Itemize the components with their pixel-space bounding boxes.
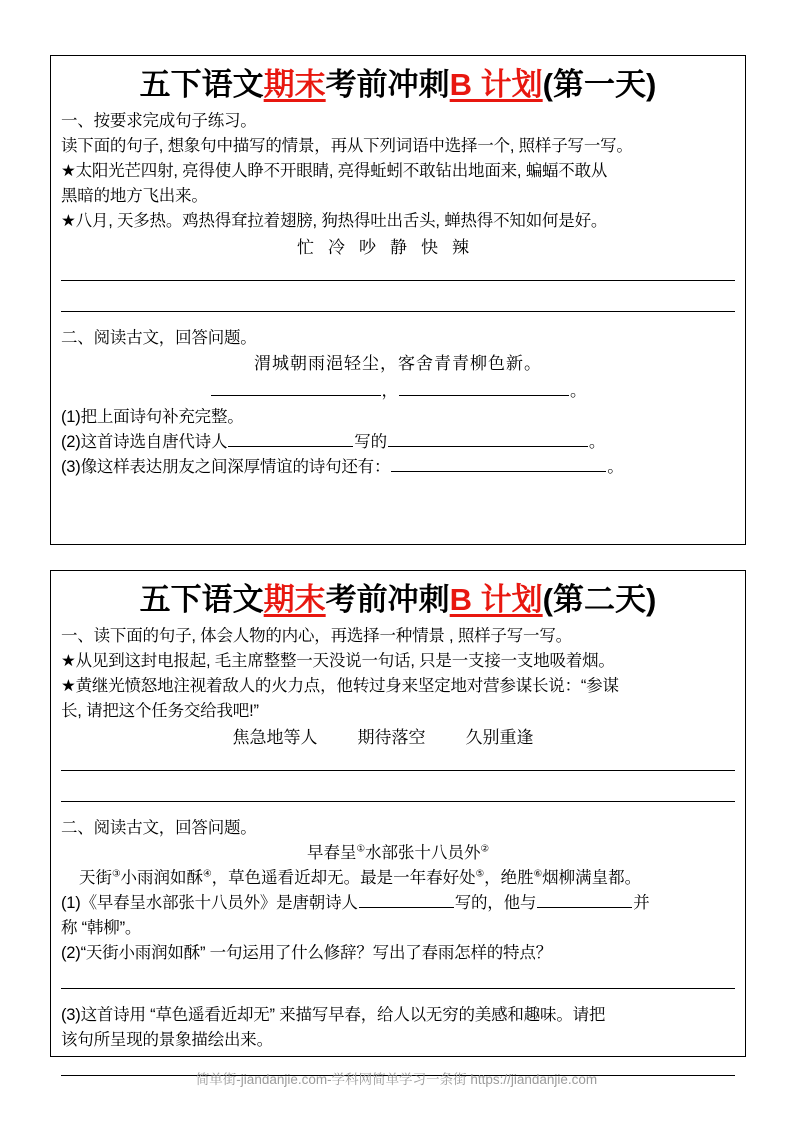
example-sentence-line: 长, 请把这个任务交给我吧!” xyxy=(61,701,259,720)
word-choice-option[interactable]: 忙 xyxy=(297,237,314,257)
spacer xyxy=(61,752,735,770)
spacer xyxy=(61,281,735,311)
spacer xyxy=(61,989,735,1003)
question-text-mid: 写的，他与 xyxy=(454,893,537,912)
example-sentence-line: ★从见到这封电报起, 毛主席整整一天没说一句话, 只是一支接一支地吸着烟。 xyxy=(61,651,615,670)
section-one-heading: 一、读下面的句子, 体会人物的内心，再选择一种情景 , 照样子写一写。 xyxy=(61,626,572,645)
word-choice-row xyxy=(61,724,735,752)
word-choice-option[interactable]: 冷 xyxy=(328,237,345,257)
worksheet-card-day-two xyxy=(50,570,746,1057)
card-two-title xyxy=(61,581,735,620)
spacer xyxy=(61,312,735,326)
section-two-heading: 二、阅读古文，回答问题。 xyxy=(61,328,257,347)
question-text-post: 。 xyxy=(588,432,606,451)
word-choice-option[interactable]: 焦急地等人 xyxy=(232,727,318,747)
question-number: (3) xyxy=(61,1005,81,1024)
question-item-2 xyxy=(61,430,735,455)
question-text-post: 。 xyxy=(607,457,624,476)
title-part-plan-b: B 计划 xyxy=(449,582,543,617)
word-choice-option[interactable]: 期待落空 xyxy=(357,727,426,747)
spacer xyxy=(61,966,735,988)
answer-blank[interactable] xyxy=(391,455,606,472)
poem-blank-second[interactable] xyxy=(399,379,569,396)
footnote-marker-5: ⑤ xyxy=(475,868,485,880)
card-one-title xyxy=(61,66,735,105)
question-item-1 xyxy=(61,405,735,430)
title-part-sprint: 考前冲刺 xyxy=(325,67,450,102)
question-text: 这首诗用 “草色遥看近却无” 来描写早春，给人以无穷的美感和趣味。请把 xyxy=(80,1005,606,1024)
poem-fill-comma: ， xyxy=(381,381,398,400)
title-part-day: (第二天) xyxy=(542,582,657,617)
question-item-3-continuation: 该句所呈现的景象描绘出来。 xyxy=(61,1030,273,1049)
question-text: 把上面诗句补充完整。 xyxy=(80,407,244,426)
word-choice-option[interactable]: 辣 xyxy=(452,237,469,257)
section-two-heading: 二、阅读古文，回答问题。 xyxy=(61,818,257,837)
question-text-post: 并 xyxy=(633,893,650,912)
poem-body: 天街③小雨润如酥④，草色遥看近却无。最是一年春好处⑤，绝胜⑥烟柳满皇都。 xyxy=(79,868,642,887)
poem-title: 早春呈①水部张十八员外② xyxy=(306,843,490,862)
question-text-pre: 像这样表达朋友之间深厚情谊的诗句还有： xyxy=(80,457,391,476)
question-number: (3) xyxy=(61,457,81,476)
question-text-pre: 《早春呈水部张十八员外》是唐朝诗人 xyxy=(80,893,358,912)
section-one-heading: 一、按要求完成句子练习。 xyxy=(61,111,257,130)
footnote-marker-3: ③ xyxy=(112,868,121,880)
title-part-final-exam: 期末 xyxy=(263,67,326,102)
footer-watermark: 简单街-jiandanjie.com-学科网简单学习一条街 https://jiandanjie.com xyxy=(195,1072,598,1087)
title-part-day: (第一天) xyxy=(542,67,657,102)
question-item-1 xyxy=(61,891,735,916)
question-number: (1) xyxy=(61,407,81,426)
poem-fill-in-row xyxy=(61,377,735,405)
title-part-subject: 五下语文 xyxy=(139,582,264,617)
title-part-sprint: 考前冲刺 xyxy=(325,582,450,617)
footnote-marker-4: ④ xyxy=(203,868,212,880)
word-choice-option[interactable]: 久别重逢 xyxy=(465,727,534,747)
title-part-subject: 五下语文 xyxy=(139,67,264,102)
answer-blank[interactable] xyxy=(359,891,454,908)
answer-blank[interactable] xyxy=(537,891,632,908)
question-item-3 xyxy=(61,455,735,480)
example-sentence-line: ★太阳光芒四射, 亮得使人睁不开眼睛, 亮得蚯蚓不敢钻出地面来, 蝙蝠不敢从 xyxy=(61,161,608,180)
footnote-marker-1: ① xyxy=(356,843,365,855)
section-one-instruction: 读下面的句子, 想象句中描写的情景，再从下列词语中选择一个, 照样子写一写。 xyxy=(61,136,633,155)
word-choice-option[interactable]: 吵 xyxy=(359,237,376,257)
word-choice-row xyxy=(61,234,735,262)
question-item-1-continuation: 称 “韩柳”。 xyxy=(61,918,142,937)
spacer xyxy=(61,771,735,801)
question-item-2 xyxy=(61,941,735,966)
spacer xyxy=(61,802,735,816)
footnote-marker-6: ⑥ xyxy=(533,868,543,880)
poem-excerpt: 渭城朝雨浥轻尘，客舍青青柳色新。 xyxy=(254,353,542,373)
footnote-marker-2: ② xyxy=(480,843,490,855)
answer-blank[interactable] xyxy=(228,430,353,447)
answer-blank[interactable] xyxy=(388,430,588,447)
poem-blank-first[interactable] xyxy=(211,379,381,396)
question-text: “天街小雨润如酥” 一句运用了什么修辞？写出了春雨怎样的特点？ xyxy=(80,943,552,962)
word-choice-option[interactable]: 静 xyxy=(390,237,407,257)
question-text-mid: 写的 xyxy=(354,432,387,451)
example-sentence-line: ★八月, 天多热。鸡热得耷拉着翅膀, 狗热得吐出舌头, 蝉热得不知如何是好。 xyxy=(61,211,608,230)
question-number: (2) xyxy=(61,943,81,962)
worksheet-card-day-one xyxy=(50,55,746,545)
question-number: (1) xyxy=(61,893,81,912)
question-item-3 xyxy=(61,1003,735,1028)
example-sentence-line: 黑暗的地方飞出来。 xyxy=(61,186,208,205)
question-text-pre: 这首诗选自唐代诗人 xyxy=(80,432,228,451)
title-part-plan-b: B 计划 xyxy=(449,67,543,102)
word-choice-option[interactable]: 快 xyxy=(421,237,438,257)
title-part-final-exam: 期末 xyxy=(263,582,326,617)
example-sentence-line: ★黄继光愤怒地注视着敌人的火力点，他转过身来坚定地对营参谋长说：“参谋 xyxy=(61,676,619,695)
poem-fill-period: 。 xyxy=(570,381,587,400)
spacer xyxy=(61,262,735,280)
question-number: (2) xyxy=(61,432,81,451)
